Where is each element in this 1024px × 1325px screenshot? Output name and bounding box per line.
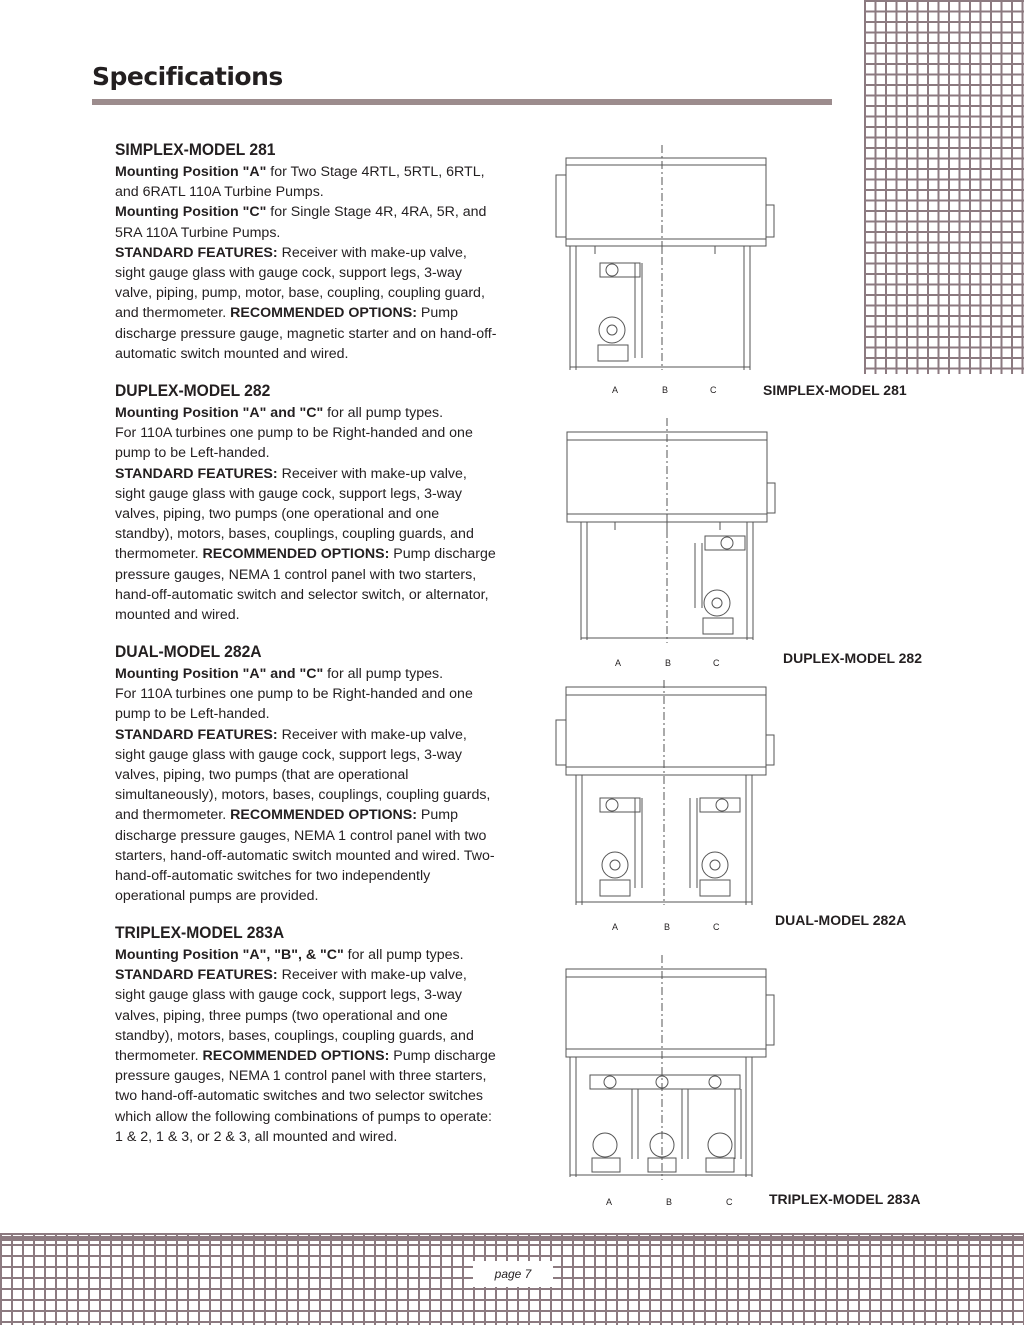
- position-label: C: [726, 1197, 733, 1207]
- position-label: A: [606, 1197, 613, 1207]
- drawing-caption: DUPLEX-MODEL 282: [783, 650, 922, 666]
- duplex-drawing: [555, 418, 780, 673]
- dual-drawing: [550, 680, 780, 935]
- position-label: B: [662, 385, 669, 395]
- position-label: A: [612, 385, 619, 395]
- section-duplex-282: [115, 381, 500, 625]
- section-triplex-283a: [115, 923, 500, 1147]
- section-heading: SIMPLEX-MODEL 281: [115, 140, 276, 159]
- position-label: B: [666, 1197, 673, 1207]
- position-label: C: [713, 922, 720, 932]
- position-label: B: [665, 658, 672, 668]
- position-label: A: [615, 658, 622, 668]
- simplex-drawing: [550, 145, 780, 400]
- bottom-rule: [0, 1236, 1024, 1241]
- position-label: A: [612, 922, 619, 932]
- section-simplex-281: [115, 140, 500, 364]
- drawing-caption: DUAL-MODEL 282A: [775, 912, 907, 928]
- decorative-grid-top-right: [864, 0, 1024, 374]
- section-heading: DUAL-MODEL 282A: [115, 642, 262, 661]
- section-body: Mounting Position "A" for Two Stage 4RTL, 5RTL, 6RTL, and 6RATL 110A Turbine Pumps. Mounting Position "C" for Single Stage 4R, 4RA, 5R, and 5RA 110A Turbine Pumps. STANDARD FEATURES: Receiver with make-up valve, sight gauge glass with gauge cock, support legs, 3-way valve, piping, pump, motor, base, coupling, coupling guard, and thermometer. RECOMMENDED OPTIONS: Pump discharge pressure gauge, magnetic starter and on hand-off-automatic switch mounted and wired.: [115, 164, 497, 362]
- position-label: C: [710, 385, 717, 395]
- page-number: page 7: [473, 1261, 553, 1287]
- section-dual-282a: [115, 642, 500, 906]
- section-heading: DUPLEX-MODEL 282: [115, 381, 271, 400]
- section-body: Mounting Position "A" and "C" for all pump types. For 110A turbines one pump to be Right-handed and one pump to be Left-handed. STANDARD FEATURES: Receiver with make-up valve, sight gauge glass with gauge cock, support legs, 3-way valves, piping, two pumps (that are operational simultaneously), motors, bases, couplings, coupling guards, and thermometer. RECOMMENDED OPTIONS: Pump discharge pressure gauges, NEMA 1 control panel with two starters, hand-off-automatic switch mounted and wired. Two-hand-off-automatic switches for two independently operational pumps are provided.: [115, 666, 495, 905]
- position-label: B: [664, 922, 671, 932]
- section-heading: TRIPLEX-MODEL 283A: [115, 923, 285, 942]
- section-body: Mounting Position "A" and "C" for all pump types. For 110A turbines one pump to be Right-handed and one pump to be Left-handed. STANDARD FEATURES: Receiver with make-up valve, sight gauge glass with gauge cock, support legs, 3-way valves, piping, two pumps (one operational and one standby), motors, bases, couplings, coupling guards, and thermometer. RECOMMENDED OPTIONS: Pump discharge pressure gauges, NEMA 1 control panel with two starters, hand-off-automatic switch and selector switch, or alternator, mounted and wired.: [115, 405, 496, 624]
- title-rule: [92, 99, 832, 105]
- drawing-caption: TRIPLEX-MODEL 283A: [769, 1191, 921, 1207]
- triplex-drawing: [550, 955, 780, 1210]
- section-body: Mounting Position "A", "B", & "C" for all pump types. STANDARD FEATURES: Receiver with make-up valve, sight gauge glass with gauge cock, support legs, 3-way valves, piping, three pumps (two operational and one standby), motors, bases, couplings, coupling guards, and thermometer. RECOMMENDED OPTIONS: Pump discharge pressure gauges, NEMA 1 control panel with three starters, two hand-off-automatic switches and two selector switches which allow the following combinations of pumps to operate: 1 & 2, 1 & 3, or 2 & 3, all mounted and wired.: [115, 947, 496, 1145]
- drawing-caption: SIMPLEX-MODEL 281: [763, 382, 907, 398]
- page-title: Specifications: [92, 62, 283, 91]
- position-label: C: [713, 658, 720, 668]
